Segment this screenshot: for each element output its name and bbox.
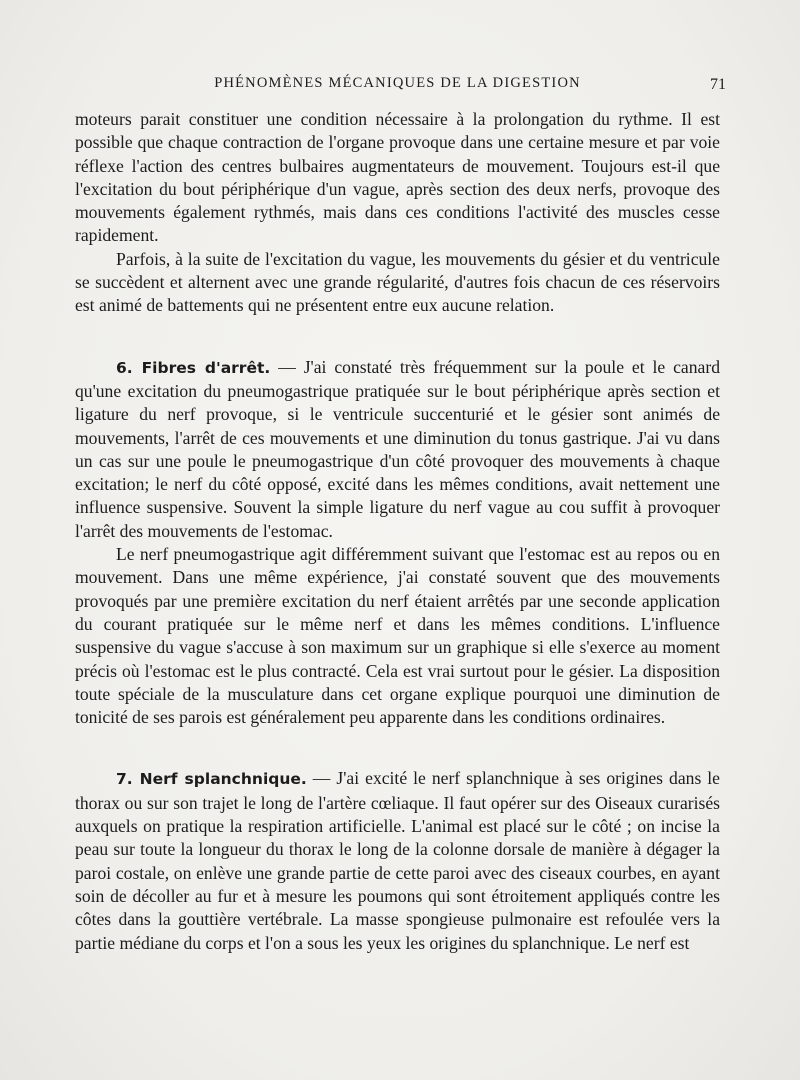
paragraph: Parfois, à la suite de l'excitation du vague, les mouvements du gésier et du ventricule se succèdent et alternent avec une grande régularité, d'autres fois chacun de ces réservoirs est animé de battements qui ne présentent entre eux aucune relation. (75, 248, 720, 316)
paragraph: Le nerf pneumogastrique agit différemment suivant que l'estomac est au repos ou en mouvement. Dans une même expérience, j'ai constaté souvent que des mouvements provoqués par une première excitation du nerf étaient arrêtés par une seconde application du courant pratiquée sur le même nerf et dans les mêmes conditions. L'influence suspensive du vague s'accuse à son maximum sur un graphique si elle s'exerce au moment précis où l'estomac est le plus contracté. Cela est vrai surtout pour le gésier. La disposition toute spéciale de la musculature dans cet organe explique pourquoi une diminution de tonicité de ses parois est généralement peu apparente dans les conditions ordinaires. (75, 544, 720, 728)
section-heading-nerf-splanchnique: 7. Nerf splanchnique. (116, 770, 307, 789)
running-title: PHÉNOMÈNES MÉCANIQUES DE LA DIGESTION (214, 75, 581, 91)
section-7-paragraph (75, 767, 720, 954)
section-6-paragraph (75, 356, 720, 543)
paragraph-continuation: moteurs parait constituer une condition nécessaire à la prolongation du rythme. Il est possible que chaque contraction de l'organe provoque dans une certaine mesure et par voie réflexe l'action des centres bulbaires augmentateurs de mouvement. Toujours est-il que l'excitation du bout périphérique d'un vague, après section des deux nerfs, provoque des mouvements également rythmés, mais dans ces conditions l'activité des muscles cesse rapidement. (75, 109, 720, 246)
section-spacer (75, 729, 720, 767)
section-7-text: — J'ai excité le nerf splanchnique à ses origines dans le thorax ou sur son trajet le long de l'artère cœliaque. Il faut opérer sur des Oiseaux curarisés auxquels on pratique la respiration artificielle. L'animal est placé sur le côté ; on incise la peau sur toute la longueur du thorax le long de la colonne dorsale de manière à dégager la paroi costale, on enlève une grande partie de cette paroi avec des ciseaux courbes, en ayant soin de décoller au fur et à mesure les poumons qui sont étroitement appliqués contre les côtes dans la gouttière vertébrale. La masse spongieuse pulmonaire est refoulée vers la partie médiane du corps et l'on a sous les yeux les origines du splanchnique. Le nerf est (75, 768, 720, 953)
section-6-text: — J'ai constaté très fréquemment sur la poule et le canard qu'une excitation du pneumogastrique pratiquée sur le bout périphérique après section et ligature du nerf provoque, si le ventricule succenturié et le gésier sont animés de mouvements, l'arrêt de ces mouvements et une diminution du tonus gastrique. J'ai vu dans un cas sur une poule le pneumogastrique d'un côté provoquer des mouvements à chaque excitation; le nerf du côté opposé, excité dans les mêmes conditions, avait nettement une influence suspensive. Souvent la simple ligature du nerf vague au cou suffit à provoquer l'arrêt des mouvements de l'estomac. (75, 356, 721, 541)
page-header (75, 73, 726, 97)
body-text (75, 108, 720, 955)
section-spacer (75, 318, 720, 356)
page-number: 71 (710, 76, 726, 93)
section-heading-fibres-arret: 6. Fibres d'arrêt. (116, 358, 271, 377)
